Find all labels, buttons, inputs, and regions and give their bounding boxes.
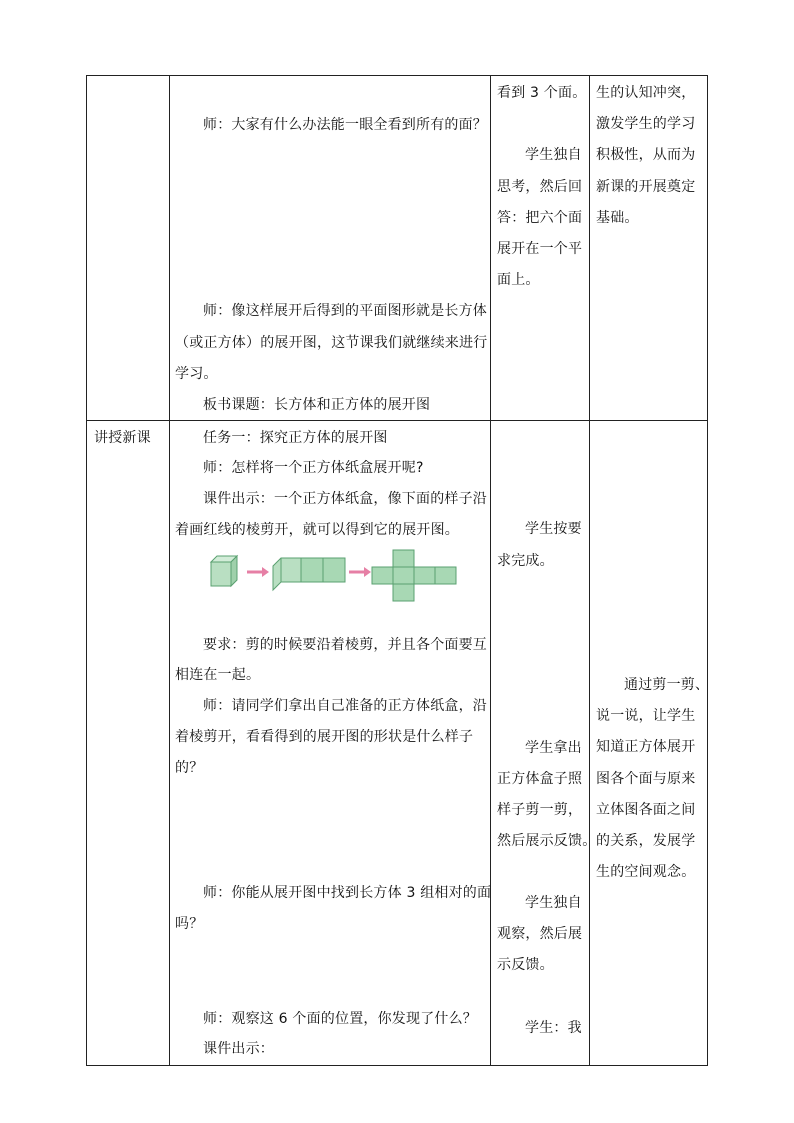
purpose-text: 的关系，发展学 [596, 833, 696, 849]
student-text: 观察，然后展 [497, 926, 583, 942]
teacher-line: 课件出示： [203, 1041, 274, 1057]
teacher-line: 师：观察这 6 个面的位置，你发现了什么？ [203, 1011, 478, 1027]
student-text: 示反馈。 [497, 957, 554, 973]
teacher-line: 师：请同学们拿出自己准备的正方体纸盒，沿 [203, 698, 487, 714]
cube-unfolding-figure [205, 548, 461, 604]
student-text: 学生独自 [525, 147, 582, 163]
student-text: 样子剪一剪， [497, 802, 583, 818]
purpose-text: 积极性，从而为 [596, 147, 696, 163]
student-text: 答：把六个面 [497, 210, 583, 226]
purpose-text: 图各个面与原来 [596, 771, 696, 787]
purpose-text: 激发学生的学习 [596, 116, 696, 132]
task-heading: 任务一：探究正方体的展开图 [203, 430, 388, 446]
cube-icon [211, 556, 237, 586]
table-top-border [86, 75, 708, 76]
column-divider-2 [490, 75, 491, 1066]
table-right-border [707, 75, 708, 1066]
student-text: 学生独自 [525, 895, 582, 911]
teacher-line: 的？ [175, 760, 204, 776]
student-text: 求完成。 [497, 553, 554, 569]
student-text: 正方体盒子照 [497, 771, 583, 787]
teacher-line: 课件出示：一个正方体纸盒，像下面的样子沿 [203, 491, 487, 507]
teacher-line: 吗？ [175, 916, 204, 932]
purpose-text: 新课的开展奠定 [596, 179, 696, 195]
board-title-line: 板书课题：长方体和正方体的展开图 [203, 397, 431, 413]
teacher-line: 着棱剪开，看看得到的展开图的形状是什么样子 [175, 729, 474, 745]
student-text: 学生拿出 [525, 740, 582, 756]
student-text: 看到 3 个面。 [497, 85, 587, 101]
student-text: 然后展示反馈。 [497, 833, 597, 849]
student-text: 展开在一个平 [497, 241, 583, 257]
purpose-text: 基础。 [596, 210, 639, 226]
teacher-line: 师：怎样将一个正方体纸盒展开呢? [203, 460, 424, 476]
teacher-line: 学习。 [175, 366, 218, 382]
student-text: 学生按要 [525, 521, 582, 537]
teacher-line: （或正方体）的展开图，这节课我们就继续来进行 [175, 335, 488, 351]
requirement-line: 要求：剪的时候要沿着棱剪，并且各个面要互 [203, 637, 487, 653]
teacher-line: 师：你能从展开图中找到长方体 3 组相对的面 [203, 885, 492, 901]
teacher-line: 师：像这样展开后得到的平面图形就是长方体 [203, 303, 487, 319]
column-divider-3 [589, 75, 590, 1066]
purpose-text: 立体图各面之间 [596, 802, 696, 818]
partial-unfold-icon [273, 558, 345, 590]
purpose-text: 生的空间观念。 [596, 864, 696, 880]
purpose-text: 知道正方体展开 [596, 739, 696, 755]
teacher-line: 师：大家有什么办法能一眼全看到所有的面？ [203, 117, 487, 133]
teacher-line: 着画红线的棱剪开，就可以得到它的展开图。 [175, 522, 459, 538]
student-text: 学生：我 [525, 1020, 582, 1036]
table-bottom-border [86, 1065, 708, 1066]
student-text: 思考，然后回 [497, 179, 583, 195]
arrow-right-icon [349, 567, 371, 577]
teacher-line: 相连在一起。 [175, 667, 261, 683]
purpose-text: 说一说，让学生 [596, 708, 696, 724]
stage-label: 讲授新课 [94, 430, 151, 446]
purpose-text: 通过剪一剪、 [624, 677, 710, 693]
table-left-border [86, 75, 87, 1066]
arrow-right-icon [247, 567, 269, 577]
cube-net-icon [372, 550, 456, 601]
column-divider-1 [169, 75, 170, 1066]
row-divider [86, 420, 708, 421]
purpose-text: 生的认知冲突， [596, 85, 696, 101]
student-text: 面上。 [497, 272, 540, 288]
